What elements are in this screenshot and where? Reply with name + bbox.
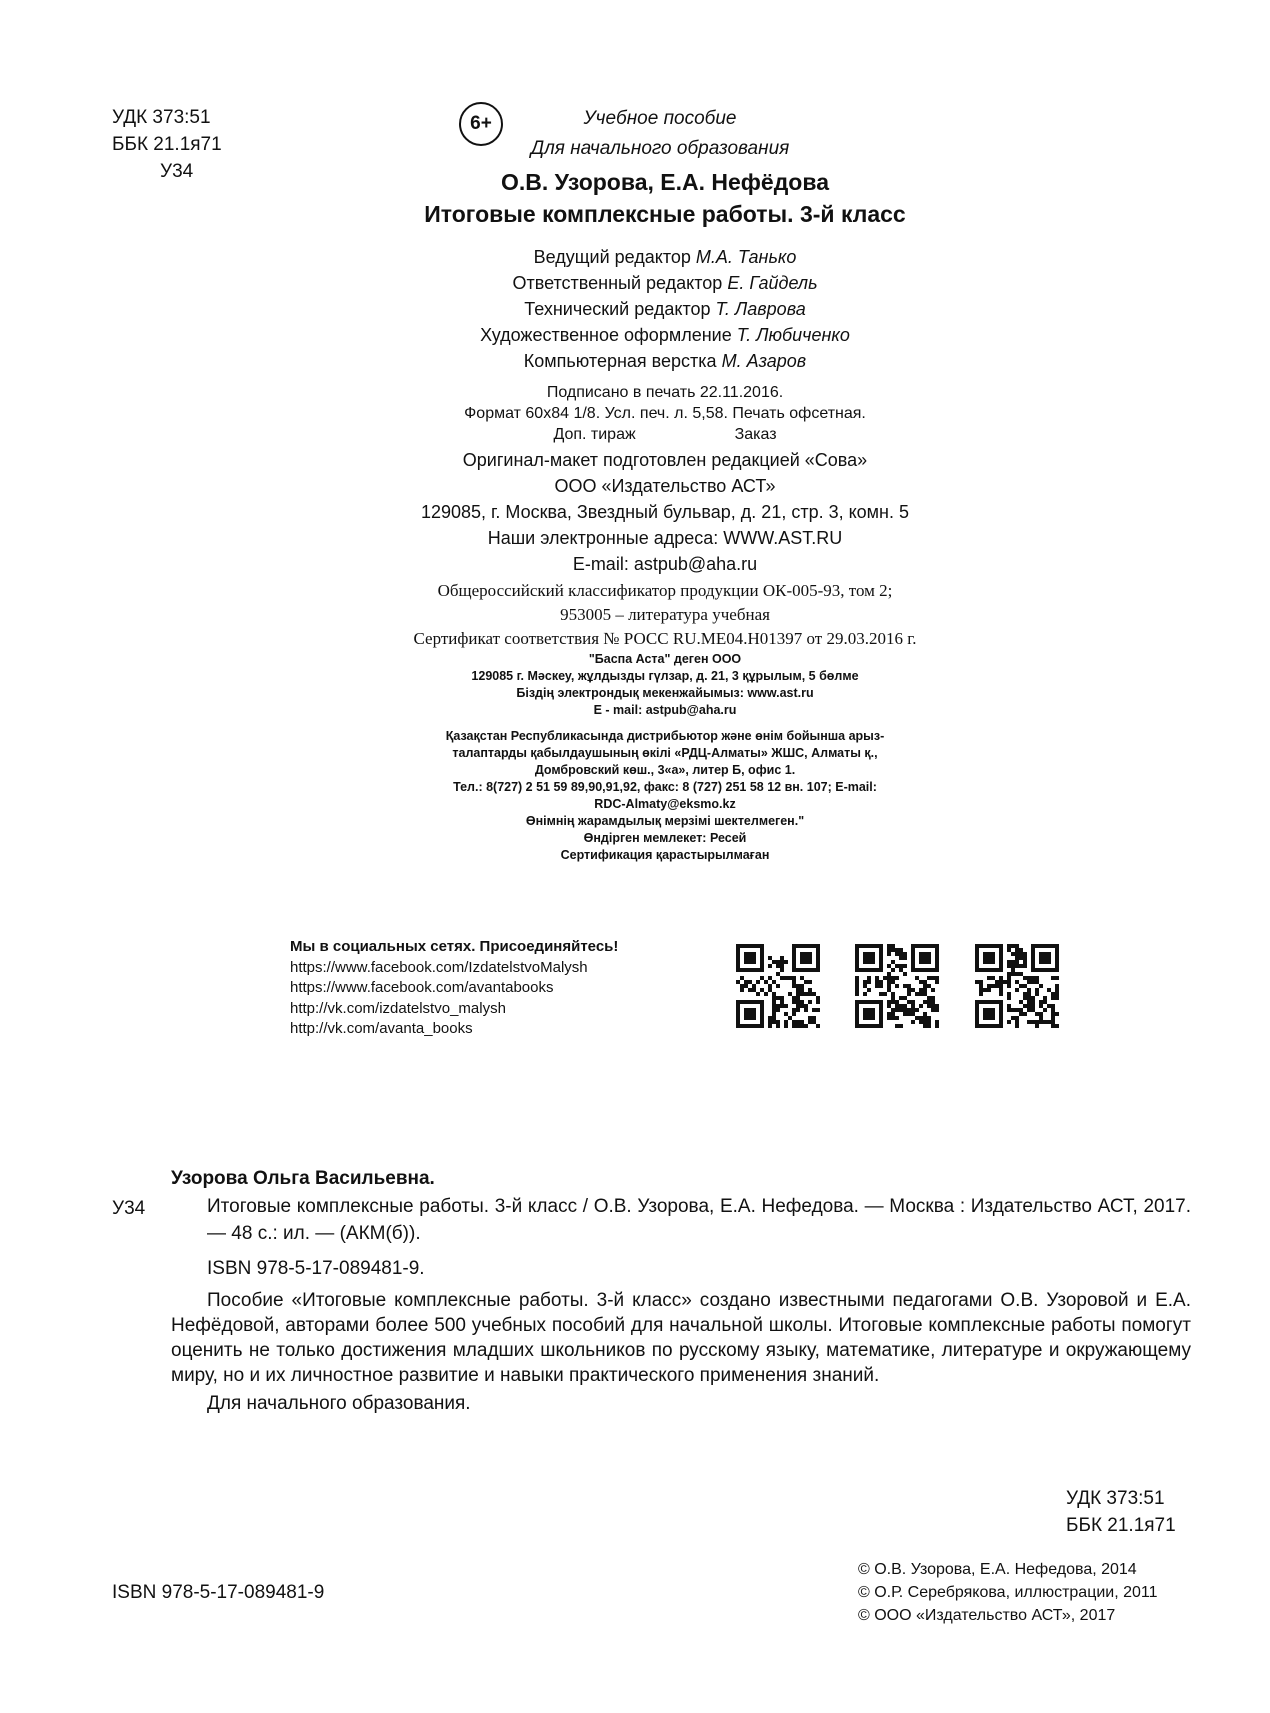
social-link[interactable]: http://vk.com/avanta_books (290, 1020, 473, 1037)
udk-code: УДК 373:51 (1066, 1488, 1165, 1509)
authors: О.В. Узорова, Е.А. Нефёдова (501, 169, 829, 195)
credit-role: Технический редактор (524, 299, 711, 319)
kazakh-line: Домбровский көш., 3«а», литер Б, офис 1. (534, 763, 796, 777)
qr-code-icon[interactable] (975, 944, 1059, 1028)
credit-name: Т. Лаврова (715, 299, 806, 319)
publisher-info (350, 447, 980, 577)
publisher-email: E-mail: astpub@aha.ru (572, 554, 758, 574)
genre-line-2: Для начального образования (530, 138, 790, 159)
credit-line (350, 244, 980, 270)
copyright-block (858, 1558, 1158, 1627)
credit-role: Компьютерная верстка (523, 351, 717, 371)
certificate-line-2: 953005 – литература учебная (560, 605, 770, 624)
certificate-info (350, 579, 980, 651)
kazakh-line: Сертификация қарастырылмаған (560, 848, 770, 862)
kazakh-line: Біздің электрондық мекенжайымыз: www.ast.ru (516, 686, 814, 700)
card-description-text: Итоговые комплексные работы. 3-й класс / О.В. Узорова, Е.А. Нефедова. — Москва : Издательство АСТ, 2017. — 48 с.: ил. — (АКМ(б)). (207, 1196, 1191, 1244)
copyright-line: © О.В. Узорова, Е.А. Нефедова, 2014 (858, 1561, 1137, 1578)
publisher-web: Наши электронные адреса: WWW.AST.RU (487, 528, 843, 548)
credits-list (350, 244, 980, 374)
kazakh-line: талаптарды қабылдаушының өкілі «РДЦ-Алматы» ЖШС, Алматы қ., (452, 746, 878, 760)
credit-line (350, 296, 980, 322)
card-isbn: ISBN 978-5-17-089481-9. (207, 1258, 425, 1279)
qr-code-icon[interactable] (855, 944, 939, 1028)
card-description (207, 1193, 1191, 1247)
print-info (350, 382, 980, 445)
genre-line-1: Учебное пособие (583, 108, 737, 129)
title-block (350, 166, 980, 230)
kazakh-line: E - mail: astpub@aha.ru (593, 703, 737, 717)
genre-lines (520, 104, 800, 164)
social-link[interactable]: http://vk.com/izdatelstvo_malysh (290, 999, 506, 1017)
order: Заказ (734, 426, 777, 443)
udk-code: УДК 373:51 (112, 107, 211, 128)
credit-name: Т. Любиченко (736, 325, 850, 345)
card-author: Узорова Ольга Васильевна. (171, 1168, 435, 1189)
credit-line (350, 270, 980, 296)
kazakh-line: Өндірген мемлекет: Ресей (583, 831, 747, 845)
bbk-code: ББК 21.1я71 (112, 134, 222, 155)
social-links (290, 937, 618, 1040)
run-order-line (350, 424, 980, 445)
kazakh-line: Өнімнің жарамдылық мерзімі шектелмеген." (525, 814, 805, 828)
classification-codes-top (112, 104, 222, 185)
copyright-line: © О.Р. Серебрякова, иллюстрации, 2011 (858, 1584, 1158, 1601)
qr-code-icon[interactable] (736, 944, 820, 1028)
social-heading: Мы в социальных сетях. Присоединяйтесь! (290, 938, 619, 955)
credit-name: Е. Гайдель (727, 273, 818, 293)
credit-line (350, 348, 980, 374)
classification-codes-bottom (1066, 1485, 1176, 1539)
publisher-address: 129085, г. Москва, Звездный бульвар, д. 21, стр. 3, комн. 5 (420, 502, 910, 522)
kazakh-publisher-block (350, 651, 980, 719)
cutter-code: У34 (160, 161, 194, 182)
kazakh-line: "Баспа Аста" деген ООО (588, 652, 742, 666)
social-link[interactable]: https://www.facebook.com/IzdatelstvoMalysh (290, 958, 588, 976)
social-link[interactable]: https://www.facebook.com/avantabooks (290, 979, 554, 996)
bbk-code: ББК 21.1я71 (1066, 1515, 1176, 1536)
credit-role: Художественное оформление (480, 325, 732, 345)
extra-run: Доп. тираж (553, 426, 636, 443)
layout-note: Оригинал-макет подготовлен редакцией «Сова» (462, 450, 868, 470)
annotation-text: Пособие «Итоговые комплексные работы. 3-й класс» создано известными педагогами О.В. Узоровой и Е.А. Нефёдовой, авторами более 500 учебных пособий для начальной школы. Итоговые комплексные работы помогут оценить не только достижения младших школьников по русскому языку, математике, литературе и окружающему миру, но и их личностное развитие и навыки практического применения знаний. (171, 1290, 1191, 1386)
book-title: Итоговые комплексные работы. 3-й класс (424, 201, 906, 227)
annotation-audience: Для начального образования. (207, 1393, 471, 1414)
credit-line (350, 322, 980, 348)
kazakh-distributor-block (350, 728, 980, 864)
copyright-line: © ООО «Издательство АСТ», 2017 (858, 1607, 1116, 1624)
kazakh-line: RDC-Almaty@eksmo.kz (594, 797, 736, 811)
credit-name: М.А. Танько (695, 247, 797, 267)
kazakh-line: Тел.: 8(727) 2 51 59 89,90,91,92, факс: 8 (727) 251 58 12 вн. 107; E-mail: (453, 780, 877, 794)
credit-role: Ответственный редактор (512, 273, 723, 293)
credit-name: М. Азаров (721, 351, 807, 371)
credit-role: Ведущий редактор (533, 247, 691, 267)
card-cutter-code: У34 (112, 1198, 146, 1219)
kazakh-line: Қазақстан Республикасында дистрибьютор және өнім бойынша арыз- (445, 729, 885, 743)
isbn-bottom: ISBN 978-5-17-089481-9 (112, 1582, 325, 1603)
print-format: Формат 60x84 1/8. Усл. печ. л. 5,58. Печать офсетная. (464, 405, 866, 422)
card-annotation (171, 1288, 1191, 1416)
publisher-name: ООО «Издательство АСТ» (554, 476, 776, 496)
certificate-line-1: Общероссийский классификатор продукции ОК-005-93, том 2; (437, 581, 893, 600)
age-rating-badge: 6+ (459, 102, 503, 146)
signed-date: Подписано в печать 22.11.2016. (546, 384, 784, 401)
kazakh-line: 129085 г. Мәскеу, жұлдызды гүлзар, д. 21, 3 құрылым, 5 бөлме (471, 669, 859, 683)
certificate-line-3: Сертификат соответствия № РОСС RU.МЕ04.Н01397 от 29.03.2016 г. (413, 629, 917, 648)
